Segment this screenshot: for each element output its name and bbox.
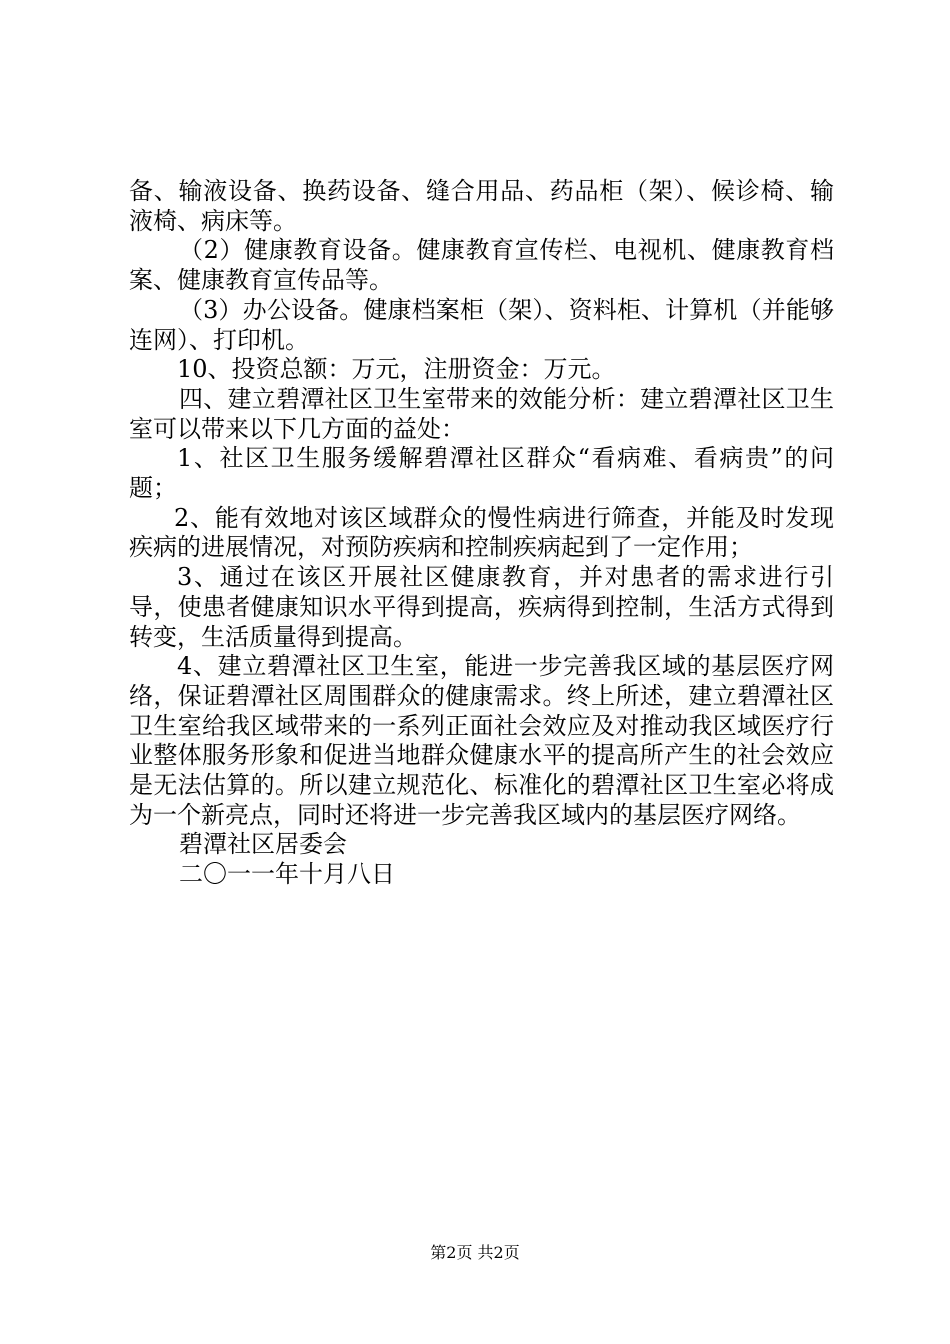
signature-date: 二〇一一年十月八日 bbox=[179, 860, 395, 889]
paragraph-investment-total: 10、投资总额：万元，注册资金：万元。 bbox=[177, 355, 616, 384]
paragraph-office-equipment: （3）办公设备。健康档案柜（架）、资料柜、计算机（并能够连网）、打印机。 bbox=[129, 295, 834, 354]
document-body bbox=[129, 177, 834, 890]
paragraph-benefit-3: 3、通过在该区开展社区健康教育，并对患者的需求进行引导，使患者健康知识水平得到提高，疾病得到控制，生活方式得到转变，生活质量得到提高。 bbox=[129, 563, 834, 651]
signature-organization: 碧潭社区居委会 bbox=[179, 830, 347, 859]
page-footer bbox=[0, 1243, 950, 1263]
paragraph-benefit-2: 2、能有效地对该区域群众的慢性病进行筛查，并能及时发现疾病的进展情况，对预防疾病和控制疾病起到了一定作用； bbox=[129, 503, 834, 562]
paragraph-benefit-4: 4、建立碧潭社区卫生室，能进一步完善我区域的基层医疗网络，保证碧潭社区周围群众的健康需求。终上所述，建立碧潭社区卫生室给我区域带来的一系列正面社会效应及对推动我区域医疗行业整体服务形象和促进当地群众健康水平的提高所产生的社会效应是无法估算的。所以建立规范化、标准化的碧潭社区卫生室必将成为一个新亮点，同时还将进一步完善我区域内的基层医疗网络。 bbox=[129, 652, 834, 829]
paragraph-equipment-list-continued: 备、输液设备、换药设备、缝合用品、药品柜（架）、候诊椅、输液椅、病床等。 bbox=[129, 177, 834, 235]
paragraph-benefit-1: 1、社区卫生服务缓解碧潭社区群众“看病难、看病贵”的问题； bbox=[129, 444, 834, 503]
paragraph-health-education-equipment: （2）健康教育设备。健康教育宣传栏、电视机、健康教育档案、健康教育宣传品等。 bbox=[129, 236, 834, 295]
page-number: 第2页 共2页 bbox=[430, 1243, 520, 1262]
paragraph-efficiency-analysis: 四、建立碧潭社区卫生室带来的效能分析：建立碧潭社区卫生室可以带来以下几方面的益处： bbox=[129, 384, 834, 443]
